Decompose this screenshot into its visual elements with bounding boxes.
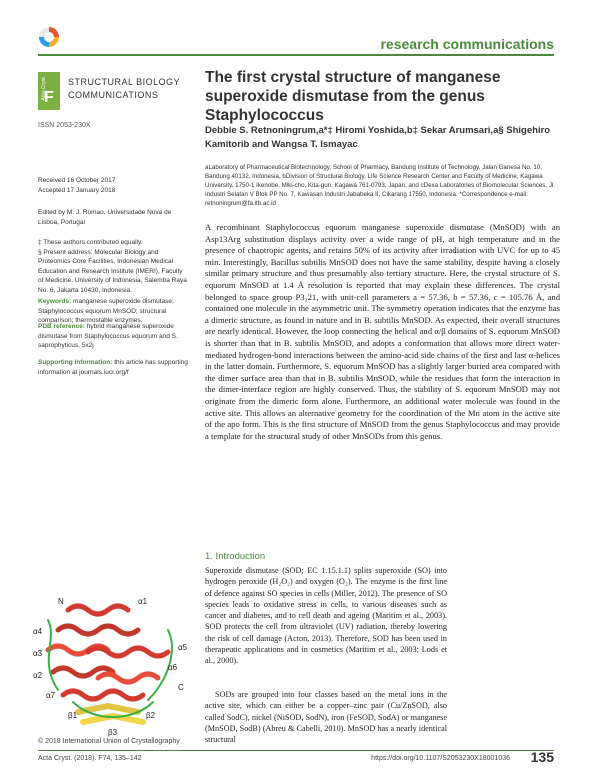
introduction-paragraph-2: SODs are grouped into four classes based on the metal ions in the active site, which can either be a copper–zinc pair (Cu/ZnSOD, also called SodC), nickel (NiSOD, SodN), iron (FeSOD, SodA) or manganese (MnSOD, SodB) (Abreu & Cabelli, 2010). MnSOD has a nearly identical structural xyxy=(205,690,447,745)
figure-label: α1 xyxy=(138,597,148,606)
pdb-label: PDB reference: xyxy=(38,323,85,330)
page-number: 135 xyxy=(530,749,554,765)
keywords-label: Keywords: xyxy=(38,298,72,305)
helix-ribbon xyxy=(58,626,138,634)
figure-label: α7 xyxy=(46,691,56,700)
introduction-heading: 1. Introduction xyxy=(205,551,266,562)
note-equal-contribution: ‡ These authors contributed equally. xyxy=(38,239,143,246)
supporting-label: Supporting information: xyxy=(38,359,113,366)
footer-doi[interactable]: https://doi.org/10.1107/S2053230X18001036 xyxy=(371,755,510,762)
figure-label: α6 xyxy=(168,663,178,672)
helix-ribbon xyxy=(63,691,143,699)
footer-citation: Acta Cryst. (2018). F74, 135–142 xyxy=(38,755,142,762)
journal-logo xyxy=(38,72,180,110)
abstract: A recombinant Staphylococcus equorum manganese superoxide dismutase (MnSOD) with an Asp13Arg substitution displays activity over a wide range of pH, at high temperature and in the presence of chaotropic agents, and retains 50% of its activity after irradiation with UVC for up to 45 min. Interestingly, Bacillus subtilis MnSOD does not have the same stability, despite having a closely similar primary structure and thus presumably also tertiary structure. Here, the crystal structure of S. equorum MnSOD at 1.4 Å resolution is reported that may explain these differences. The crystal belonged to space group P3₂21, with unit-cell parameters a = 57.36, b = 57.36, c = 105.76 Å, and contained one molecule in the asymmetric unit. The symmetry operation indicates that the enzyme has a dimeric structure, as found in nature and in B. subtilis MnSOD. As expected, their overall structures are nearly identical. However, the loop connecting the helical and α/β domains of S. equorum MnSOD is shorter than that in B. subtilis MnSOD, and adopts a conformation that allows more direct water-mediated hydrogen-bond interactions between the amino-acid side chains of the first and last α-helices in the latter domain. Furthermore, S. equorum MnSOD has a slightly larger buried area compared with the dimer surface area than that in B. subtilis MnSOD, while the residues that form the interaction in the dimer-interface region are highly conserved. Thus, the stability of S. equorum MnSOD may not originate from the dimeric form alone. Furthermore, an additional water molecule was found in the active site. This allows an alternative geometry for the coordination of the Mn atom in the active site of the apo form. This is the first structure of MnSOD from the genus Staphylococcus and may provide a template for the structural study of other MnSODs from this genus. xyxy=(205,222,560,441)
section-label: research communications xyxy=(380,36,554,52)
author-list: Debbie S. Retnoningrum,a*‡ Hiromi Yoshida,b‡ Sekar Arumsari,a§ Shigehiro Kamitorib and Wangsa T. Ismayac xyxy=(205,125,551,150)
figure-label: C xyxy=(178,683,184,692)
author-notes xyxy=(38,238,188,295)
figure-label: β3 xyxy=(108,728,118,737)
figure-label: β2 xyxy=(146,711,156,720)
copyright: © 2018 International Union of Crystallography xyxy=(38,738,180,745)
issn: ISSN 2053-230X xyxy=(38,122,91,129)
journal-name: STRUCTURAL BIOLOGY COMMUNICATIONS xyxy=(68,77,181,100)
note-present-address: § Present address: Molecular Biology and Proteomics Core Facilities, Indonesian Medical Education and Research Institute (IMERI), Faculty of Medicine, University of Indonesia, Salemba Raya No. 6, Jakarta 10430, Indonesia. xyxy=(38,248,187,294)
figure-label: β1 xyxy=(68,711,78,720)
pdb-text: hybrid manganese superoxide dismutase from Staphylococcus equorum and S. saprophyticus, 5x2j xyxy=(38,323,178,349)
accepted-date: Accepted 17 January 2018 xyxy=(38,186,116,194)
journal-badge-text: Acta Cryst. xyxy=(41,76,47,101)
supporting-link[interactable]: this article has supporting information at journals.iucr.org/f xyxy=(38,359,188,376)
header-rule xyxy=(38,54,554,56)
figure-label: α2 xyxy=(33,671,43,680)
figure-label: α5 xyxy=(178,643,188,652)
pdb-reference xyxy=(38,322,188,351)
helix-ribbon xyxy=(98,674,158,682)
protein-structure-figure xyxy=(28,590,198,738)
figure-label: α3 xyxy=(33,649,43,658)
figure-label: α4 xyxy=(33,627,43,636)
journal-badge-letter: F xyxy=(44,89,54,106)
helix-ribbon xyxy=(88,648,168,656)
figure-label: N xyxy=(58,597,64,606)
supporting-information xyxy=(38,358,188,377)
article-title: The first crystal structure of manganese superoxide dismutase from the genus Staphylococcus xyxy=(205,69,501,124)
helix-ribbon xyxy=(68,606,128,614)
journal-badge xyxy=(38,72,60,110)
crossmark-icon[interactable] xyxy=(38,26,60,48)
keywords-text: manganese superoxide dismutase; Staphylococcus equorum MnSOD; structural comparison; thermostable enzymes. xyxy=(38,298,174,324)
received-date: Received 16 October 2017 xyxy=(38,177,116,184)
received-dates xyxy=(38,176,188,195)
affiliations: aLaboratory of Pharmaceutical Biotechnology, School of Pharmacy, Bandung Institute of Technology, Jalan Ganesa No. 10, Bandung 40132, Indonesia, bDivision of Structural Biology, Life Science Research Center and Faculty of Medicine, Kagawa University, 1750-1 Ikenobe, Miki-cho, Kita-gun, Kagawa 761-0793, Japan, and cDexa Laboratories of Biomolecular Sciences, Jl. Industri Selatan V Blok PP No. 7, Kawasan Industri Jababeka II, Cikarang 17550, Indonesia. *Correspondence e-mail: retnoningrum@fa.itb.ac.id xyxy=(205,164,556,207)
introduction-paragraph-1: Superoxide dismutase (SOD; EC 1.15.1.1) splits superoxide (SO) into hydrogen peroxide (H₂O₂) and oxygen (O₂). The enzyme is the first line of defence against SO species in cells (Miller, 2012). The presence of SO species leads to oxidative stress in cells, to various diseases such as cancer and diabetes, and to cell death and ageing (Maritim et al., 2003). SOD protects the cell from ultraviolet (UV) radiation, thereby lowering the risk of cell damage (Acton, 2013). Therefore, SOD has been used in therapeutic applications and in cosmetics (Maritim et al., 2003; Lods et al., 2000). xyxy=(205,566,447,666)
edited-by: Edited by M. J. Romao, Universidade Nova de Lisboa, Portugal xyxy=(38,209,172,226)
footer-rule xyxy=(38,750,554,751)
